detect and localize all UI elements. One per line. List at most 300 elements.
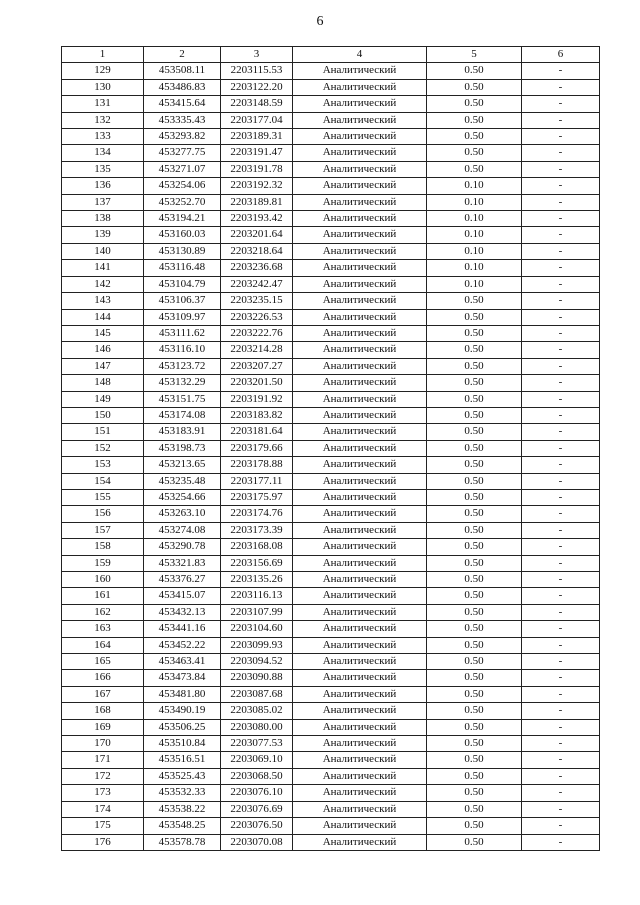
note-cell: - (522, 178, 600, 194)
method-cell: Аналитический (293, 161, 427, 177)
table-row (62, 555, 600, 571)
error-cell: 0.50 (427, 79, 522, 95)
note-cell: - (522, 391, 600, 407)
error-cell: 0.50 (427, 358, 522, 374)
x-coordinate-cell: 453194.21 (144, 211, 221, 227)
table-row (62, 112, 600, 128)
point-number-cell: 143 (62, 293, 144, 309)
method-cell: Аналитический (293, 703, 427, 719)
point-number-cell: 132 (62, 112, 144, 128)
table-row (62, 145, 600, 161)
method-cell: Аналитический (293, 801, 427, 817)
point-number-cell: 169 (62, 719, 144, 735)
x-coordinate-cell: 453123.72 (144, 358, 221, 374)
note-cell: - (522, 260, 600, 276)
note-cell: - (522, 654, 600, 670)
x-coordinate-cell: 453578.78 (144, 834, 221, 850)
y-coordinate-cell: 2203192.32 (221, 178, 293, 194)
method-cell: Аналитический (293, 309, 427, 325)
method-cell: Аналитический (293, 489, 427, 505)
note-cell: - (522, 129, 600, 145)
y-coordinate-cell: 2203069.10 (221, 752, 293, 768)
error-cell: 0.50 (427, 161, 522, 177)
y-coordinate-cell: 2203236.68 (221, 260, 293, 276)
y-coordinate-cell: 2203156.69 (221, 555, 293, 571)
note-cell: - (522, 686, 600, 702)
note-cell: - (522, 621, 600, 637)
table-row (62, 686, 600, 702)
method-cell: Аналитический (293, 129, 427, 145)
x-coordinate-cell: 453274.08 (144, 522, 221, 538)
y-coordinate-cell: 2203070.08 (221, 834, 293, 850)
method-cell: Аналитический (293, 654, 427, 670)
table-row (62, 358, 600, 374)
point-number-cell: 172 (62, 768, 144, 784)
x-coordinate-cell: 453415.07 (144, 588, 221, 604)
y-coordinate-cell: 2203173.39 (221, 522, 293, 538)
error-cell: 0.50 (427, 785, 522, 801)
x-coordinate-cell: 453116.48 (144, 260, 221, 276)
table-row (62, 309, 600, 325)
column-header: 6 (522, 47, 600, 63)
y-coordinate-cell: 2203076.50 (221, 818, 293, 834)
note-cell: - (522, 227, 600, 243)
x-coordinate-cell: 453473.84 (144, 670, 221, 686)
y-coordinate-cell: 2203242.47 (221, 276, 293, 292)
table-row (62, 801, 600, 817)
y-coordinate-cell: 2203168.08 (221, 539, 293, 555)
method-cell: Аналитический (293, 506, 427, 522)
x-coordinate-cell: 453516.51 (144, 752, 221, 768)
method-cell: Аналитический (293, 375, 427, 391)
point-number-cell: 161 (62, 588, 144, 604)
method-cell: Аналитический (293, 194, 427, 210)
column-header: 5 (427, 47, 522, 63)
table-row (62, 161, 600, 177)
table-row (62, 752, 600, 768)
error-cell: 0.10 (427, 276, 522, 292)
note-cell: - (522, 309, 600, 325)
note-cell: - (522, 555, 600, 571)
method-cell: Аналитический (293, 818, 427, 834)
y-coordinate-cell: 2203080.00 (221, 719, 293, 735)
y-coordinate-cell: 2203178.88 (221, 457, 293, 473)
method-cell: Аналитический (293, 63, 427, 79)
y-coordinate-cell: 2203222.76 (221, 325, 293, 341)
table-row (62, 440, 600, 456)
y-coordinate-cell: 2203107.99 (221, 604, 293, 620)
table-row (62, 325, 600, 341)
method-cell: Аналитический (293, 457, 427, 473)
error-cell: 0.50 (427, 818, 522, 834)
table-row (62, 178, 600, 194)
x-coordinate-cell: 453160.03 (144, 227, 221, 243)
point-number-cell: 154 (62, 473, 144, 489)
table-row (62, 375, 600, 391)
point-number-cell: 138 (62, 211, 144, 227)
error-cell: 0.50 (427, 621, 522, 637)
table-row (62, 260, 600, 276)
x-coordinate-cell: 453525.43 (144, 768, 221, 784)
table-row (62, 703, 600, 719)
error-cell: 0.50 (427, 112, 522, 128)
error-cell: 0.50 (427, 506, 522, 522)
x-coordinate-cell: 453198.73 (144, 440, 221, 456)
error-cell: 0.50 (427, 375, 522, 391)
error-cell: 0.50 (427, 145, 522, 161)
note-cell: - (522, 506, 600, 522)
point-number-cell: 146 (62, 342, 144, 358)
method-cell: Аналитический (293, 79, 427, 95)
y-coordinate-cell: 2203099.93 (221, 637, 293, 653)
table-row (62, 342, 600, 358)
method-cell: Аналитический (293, 325, 427, 341)
error-cell: 0.50 (427, 63, 522, 79)
method-cell: Аналитический (293, 227, 427, 243)
method-cell: Аналитический (293, 293, 427, 309)
x-coordinate-cell: 453111.62 (144, 325, 221, 341)
point-number-cell: 147 (62, 358, 144, 374)
note-cell: - (522, 834, 600, 850)
note-cell: - (522, 424, 600, 440)
point-number-cell: 153 (62, 457, 144, 473)
y-coordinate-cell: 2203189.31 (221, 129, 293, 145)
error-cell: 0.50 (427, 654, 522, 670)
table-row (62, 194, 600, 210)
point-number-cell: 155 (62, 489, 144, 505)
note-cell: - (522, 145, 600, 161)
table-row (62, 293, 600, 309)
x-coordinate-cell: 453508.11 (144, 63, 221, 79)
table-body (62, 63, 600, 851)
y-coordinate-cell: 2203201.50 (221, 375, 293, 391)
error-cell: 0.50 (427, 440, 522, 456)
y-coordinate-cell: 2203218.64 (221, 243, 293, 259)
column-header: 1 (62, 47, 144, 63)
note-cell: - (522, 736, 600, 752)
x-coordinate-cell: 453213.65 (144, 457, 221, 473)
x-coordinate-cell: 453254.06 (144, 178, 221, 194)
error-cell: 0.10 (427, 178, 522, 194)
method-cell: Аналитический (293, 358, 427, 374)
method-cell: Аналитический (293, 768, 427, 784)
x-coordinate-cell: 453263.10 (144, 506, 221, 522)
method-cell: Аналитический (293, 588, 427, 604)
note-cell: - (522, 752, 600, 768)
error-cell: 0.50 (427, 539, 522, 555)
table-row (62, 424, 600, 440)
error-cell: 0.50 (427, 834, 522, 850)
table-row (62, 457, 600, 473)
point-number-cell: 149 (62, 391, 144, 407)
method-cell: Аналитический (293, 572, 427, 588)
error-cell: 0.50 (427, 129, 522, 145)
table-row (62, 604, 600, 620)
y-coordinate-cell: 2203085.02 (221, 703, 293, 719)
method-cell: Аналитический (293, 522, 427, 538)
x-coordinate-cell: 453548.25 (144, 818, 221, 834)
x-coordinate-cell: 453506.25 (144, 719, 221, 735)
note-cell: - (522, 572, 600, 588)
table-row (62, 243, 600, 259)
y-coordinate-cell: 2203183.82 (221, 407, 293, 423)
note-cell: - (522, 785, 600, 801)
y-coordinate-cell: 2203122.20 (221, 79, 293, 95)
method-cell: Аналитический (293, 834, 427, 850)
point-number-cell: 151 (62, 424, 144, 440)
point-number-cell: 133 (62, 129, 144, 145)
error-cell: 0.50 (427, 801, 522, 817)
x-coordinate-cell: 453252.70 (144, 194, 221, 210)
y-coordinate-cell: 2203148.59 (221, 96, 293, 112)
point-number-cell: 158 (62, 539, 144, 555)
note-cell: - (522, 211, 600, 227)
note-cell: - (522, 489, 600, 505)
table-row (62, 539, 600, 555)
point-number-cell: 144 (62, 309, 144, 325)
note-cell: - (522, 194, 600, 210)
method-cell: Аналитический (293, 637, 427, 653)
y-coordinate-cell: 2203076.10 (221, 785, 293, 801)
table-row (62, 834, 600, 850)
point-number-cell: 164 (62, 637, 144, 653)
error-cell: 0.50 (427, 342, 522, 358)
note-cell: - (522, 768, 600, 784)
method-cell: Аналитический (293, 686, 427, 702)
note-cell: - (522, 670, 600, 686)
x-coordinate-cell: 453235.48 (144, 473, 221, 489)
y-coordinate-cell: 2203207.27 (221, 358, 293, 374)
error-cell: 0.50 (427, 96, 522, 112)
y-coordinate-cell: 2203226.53 (221, 309, 293, 325)
note-cell: - (522, 358, 600, 374)
point-number-cell: 131 (62, 96, 144, 112)
method-cell: Аналитический (293, 736, 427, 752)
error-cell: 0.50 (427, 424, 522, 440)
x-coordinate-cell: 453290.78 (144, 539, 221, 555)
method-cell: Аналитический (293, 424, 427, 440)
point-number-cell: 156 (62, 506, 144, 522)
table-row (62, 654, 600, 670)
method-cell: Аналитический (293, 178, 427, 194)
table-row (62, 785, 600, 801)
column-header: 3 (221, 47, 293, 63)
error-cell: 0.50 (427, 407, 522, 423)
x-coordinate-cell: 453130.89 (144, 243, 221, 259)
table-row (62, 719, 600, 735)
error-cell: 0.50 (427, 637, 522, 653)
table-row (62, 407, 600, 423)
point-number-cell: 167 (62, 686, 144, 702)
point-number-cell: 135 (62, 161, 144, 177)
x-coordinate-cell: 453441.16 (144, 621, 221, 637)
y-coordinate-cell: 2203177.04 (221, 112, 293, 128)
point-number-cell: 162 (62, 604, 144, 620)
method-cell: Аналитический (293, 407, 427, 423)
y-coordinate-cell: 2203068.50 (221, 768, 293, 784)
x-coordinate-cell: 453293.82 (144, 129, 221, 145)
table-row (62, 391, 600, 407)
point-number-cell: 176 (62, 834, 144, 850)
x-coordinate-cell: 453481.80 (144, 686, 221, 702)
error-cell: 0.50 (427, 489, 522, 505)
point-number-cell: 134 (62, 145, 144, 161)
x-coordinate-cell: 453486.83 (144, 79, 221, 95)
table-row (62, 276, 600, 292)
note-cell: - (522, 407, 600, 423)
error-cell: 0.50 (427, 522, 522, 538)
error-cell: 0.50 (427, 604, 522, 620)
point-number-cell: 148 (62, 375, 144, 391)
y-coordinate-cell: 2203235.15 (221, 293, 293, 309)
table-row (62, 637, 600, 653)
x-coordinate-cell: 453321.83 (144, 555, 221, 571)
x-coordinate-cell: 453106.37 (144, 293, 221, 309)
note-cell: - (522, 342, 600, 358)
method-cell: Аналитический (293, 211, 427, 227)
method-cell: Аналитический (293, 440, 427, 456)
method-cell: Аналитический (293, 96, 427, 112)
y-coordinate-cell: 2203077.53 (221, 736, 293, 752)
point-number-cell: 159 (62, 555, 144, 571)
error-cell: 0.50 (427, 768, 522, 784)
point-number-cell: 163 (62, 621, 144, 637)
error-cell: 0.10 (427, 243, 522, 259)
table-row (62, 489, 600, 505)
y-coordinate-cell: 2203201.64 (221, 227, 293, 243)
note-cell: - (522, 112, 600, 128)
y-coordinate-cell: 2203090.88 (221, 670, 293, 686)
note-cell: - (522, 63, 600, 79)
table-row (62, 211, 600, 227)
error-cell: 0.50 (427, 736, 522, 752)
note-cell: - (522, 96, 600, 112)
point-number-cell: 157 (62, 522, 144, 538)
method-cell: Аналитический (293, 243, 427, 259)
y-coordinate-cell: 2203087.68 (221, 686, 293, 702)
table-header (62, 47, 600, 63)
x-coordinate-cell: 453538.22 (144, 801, 221, 817)
coordinates-table (61, 46, 600, 851)
point-number-cell: 139 (62, 227, 144, 243)
method-cell: Аналитический (293, 260, 427, 276)
x-coordinate-cell: 453254.66 (144, 489, 221, 505)
method-cell: Аналитический (293, 555, 427, 571)
y-coordinate-cell: 2203116.13 (221, 588, 293, 604)
method-cell: Аналитический (293, 145, 427, 161)
note-cell: - (522, 588, 600, 604)
note-cell: - (522, 293, 600, 309)
point-number-cell: 150 (62, 407, 144, 423)
point-number-cell: 175 (62, 818, 144, 834)
method-cell: Аналитический (293, 112, 427, 128)
note-cell: - (522, 440, 600, 456)
x-coordinate-cell: 453183.91 (144, 424, 221, 440)
note-cell: - (522, 375, 600, 391)
point-number-cell: 141 (62, 260, 144, 276)
method-cell: Аналитический (293, 391, 427, 407)
x-coordinate-cell: 453532.33 (144, 785, 221, 801)
y-coordinate-cell: 2203181.64 (221, 424, 293, 440)
note-cell: - (522, 243, 600, 259)
table-row (62, 522, 600, 538)
y-coordinate-cell: 2203175.97 (221, 489, 293, 505)
point-number-cell: 130 (62, 79, 144, 95)
method-cell: Аналитический (293, 719, 427, 735)
point-number-cell: 136 (62, 178, 144, 194)
error-cell: 0.50 (427, 325, 522, 341)
method-cell: Аналитический (293, 621, 427, 637)
table-row (62, 96, 600, 112)
point-number-cell: 168 (62, 703, 144, 719)
note-cell: - (522, 457, 600, 473)
point-number-cell: 174 (62, 801, 144, 817)
point-number-cell: 137 (62, 194, 144, 210)
point-number-cell: 160 (62, 572, 144, 588)
note-cell: - (522, 801, 600, 817)
note-cell: - (522, 473, 600, 489)
x-coordinate-cell: 453490.19 (144, 703, 221, 719)
method-cell: Аналитический (293, 785, 427, 801)
error-cell: 0.50 (427, 309, 522, 325)
error-cell: 0.10 (427, 227, 522, 243)
table-row (62, 79, 600, 95)
table-row (62, 736, 600, 752)
x-coordinate-cell: 453151.75 (144, 391, 221, 407)
method-cell: Аналитический (293, 473, 427, 489)
y-coordinate-cell: 2203189.81 (221, 194, 293, 210)
point-number-cell: 170 (62, 736, 144, 752)
note-cell: - (522, 79, 600, 95)
x-coordinate-cell: 453432.13 (144, 604, 221, 620)
note-cell: - (522, 637, 600, 653)
point-number-cell: 166 (62, 670, 144, 686)
x-coordinate-cell: 453415.64 (144, 96, 221, 112)
x-coordinate-cell: 453335.43 (144, 112, 221, 128)
error-cell: 0.50 (427, 391, 522, 407)
method-cell: Аналитический (293, 752, 427, 768)
error-cell: 0.50 (427, 670, 522, 686)
table-row (62, 506, 600, 522)
x-coordinate-cell: 453109.97 (144, 309, 221, 325)
table-row (62, 588, 600, 604)
error-cell: 0.10 (427, 211, 522, 227)
x-coordinate-cell: 453376.27 (144, 572, 221, 588)
error-cell: 0.50 (427, 703, 522, 719)
y-coordinate-cell: 2203177.11 (221, 473, 293, 489)
page-number: 6 (316, 14, 324, 29)
note-cell: - (522, 703, 600, 719)
error-cell: 0.50 (427, 473, 522, 489)
point-number-cell: 152 (62, 440, 144, 456)
table-row (62, 63, 600, 79)
point-number-cell: 165 (62, 654, 144, 670)
y-coordinate-cell: 2203193.42 (221, 211, 293, 227)
table-row (62, 572, 600, 588)
table-row (62, 129, 600, 145)
method-cell: Аналитический (293, 670, 427, 686)
table-row (62, 621, 600, 637)
note-cell: - (522, 604, 600, 620)
table-row (62, 473, 600, 489)
note-cell: - (522, 522, 600, 538)
table-row (62, 818, 600, 834)
y-coordinate-cell: 2203174.76 (221, 506, 293, 522)
x-coordinate-cell: 453463.41 (144, 654, 221, 670)
error-cell: 0.10 (427, 260, 522, 276)
y-coordinate-cell: 2203104.60 (221, 621, 293, 637)
x-coordinate-cell: 453104.79 (144, 276, 221, 292)
